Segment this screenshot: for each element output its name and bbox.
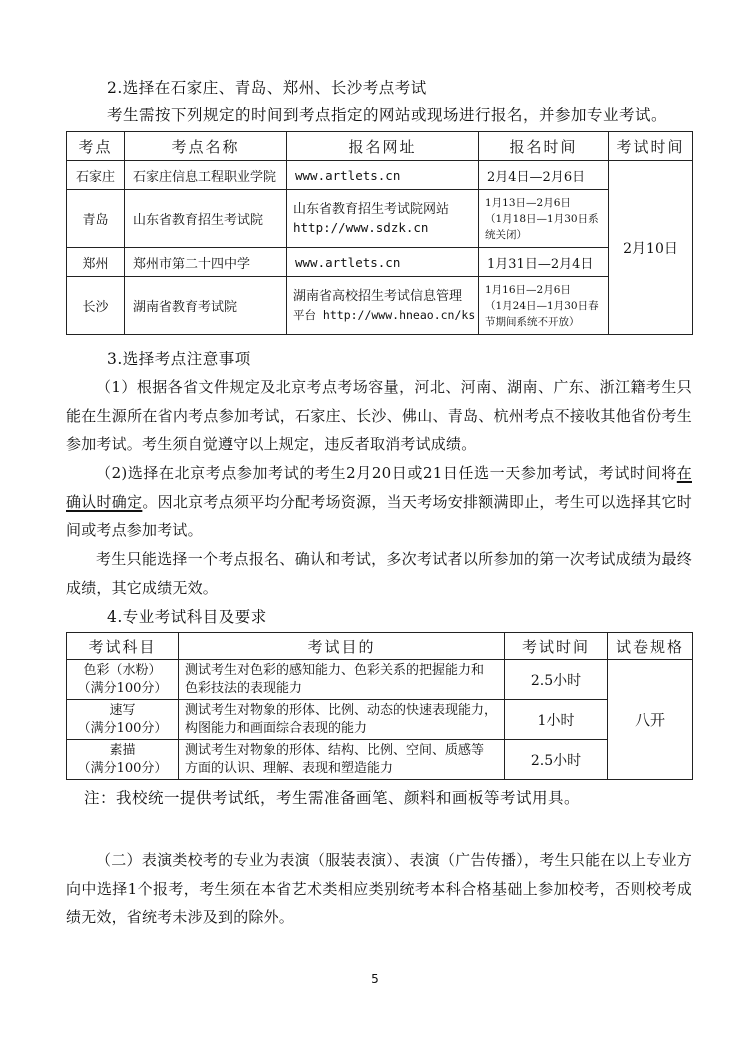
notice-paragraph-1: （1）根据各省文件规定及北京考点考场容量，河北、河南、湖南、广东、浙江籍考生只能在生源所在省内考点参加考试，石家庄、长沙、佛山、青岛、杭州考点不接收其他省份考生参加考试。考生须自觉遵守以上规定，违反者取消考试成绩。 [66,378,692,453]
site-url: 湖南省高校招生考试信息管理 [293,288,463,304]
subject-duration: 2.5小时 [505,740,608,780]
subject-score: （满分100分） [77,720,168,736]
col-header-exam-time: 考试时间 [609,132,693,161]
section-3-heading: 3.选择考点注意事项 [107,350,251,368]
site-url-link: 平台 http://www.hneao.cn/ks [293,307,476,322]
table-row [67,740,693,780]
site-city: 郑州 [67,248,125,277]
paper-size: 八开 [608,660,693,780]
exam-supplies-note: 注：我校统一提供考试纸，考生需准备画笔、颜料和画板等考试用具。 [84,789,581,807]
subject-duration: 1小时 [505,700,608,740]
subject-purpose-cont: 方面的认识、理解、表现和塑造能力 [185,760,394,776]
col-header-signup-time: 报名时间 [479,132,609,161]
col-header-url: 报名网址 [287,132,479,161]
table-row [67,700,693,740]
signup-time: 1月13日—2月6日 [485,196,571,209]
subject-duration: 2.5小时 [505,660,608,700]
notice-p2-b: 。因北京考点须平均分配考场资源，当天考场安排额满即止，考生可以选择其它时间或考点参加考试。 [66,492,692,539]
table-row [67,660,693,700]
site-name: 石家庄信息工程职业学院 [125,161,287,190]
signup-time: 1月31日—2月4日 [479,248,609,277]
exam-subject-table [66,632,693,780]
site-url-link: http://www.sdzk.cn [293,219,429,235]
col-header-subject: 考试科目 [67,633,179,660]
page-number: 5 [371,972,379,986]
subject-score: （满分100分） [77,680,168,696]
subject-purpose: 测试考生对物象的形体、结构、比例、空间、质感等 [185,742,485,758]
section-2-heading: 2.选择在石家庄、青岛、郑州、长沙考点考试 [107,79,427,97]
col-header-site-name: 考点名称 [125,132,287,161]
col-header-paper-size: 试卷规格 [608,633,693,660]
notice-paragraph-2 [66,459,692,545]
subject-purpose: 测试考生对物象的形体、比例、动态的快速表现能力， [185,702,498,718]
subject-score: （满分100分） [77,760,168,776]
table-row [67,248,693,277]
subject-name: 素描 [109,742,136,758]
notice-paragraph-3: 考生只能选择一个考点报名、确认和考试，多次考试者以所参加的第一次考试成绩为最终成绩，其它成绩无效。 [66,550,692,597]
site-url: www.artlets.cn [287,161,479,190]
signup-time: 2月4日—2月6日 [479,161,609,190]
subject-purpose-cont: 色彩技法的表现能力 [185,680,303,696]
table-row [67,161,693,190]
subject-purpose-cont: 构图能力和画面综合表现的能力 [185,720,368,736]
site-name: 郑州市第二十四中学 [125,248,287,277]
col-header-site: 考点 [67,132,125,161]
site-city: 石家庄 [67,161,125,190]
signup-time: 1月16日—2月6日 [485,283,571,296]
notice-p2-a: （2)选择在北京考点参加考试的考生2月20日或21日任选一天参加考试，考试时间将 [96,464,677,482]
site-city: 青岛 [67,190,125,248]
site-name: 湖南省教育考试院 [125,277,287,335]
exam-date: 2月10日 [609,161,693,335]
exam-site-table [66,131,693,335]
col-header-duration: 考试时间 [505,633,608,660]
site-url: 山东省教育招生考试院网站 [293,201,450,217]
table-row [67,277,693,335]
section-4-heading: 4.专业考试科目及要求 [107,608,267,626]
signup-time-note: （1月18日—1月30日系统关闭） [485,212,599,241]
signup-time-note: （1月24日—1月30日春节期间系统不开放） [485,299,599,328]
subject-name: 色彩（水粉） [83,662,162,678]
section-2-intro: 考生需按下列规定的时间到考点指定的网站或现场进行报名，并参加专业考试。 [107,106,668,124]
site-city: 长沙 [67,277,125,335]
notice-p2-underlined: 在确认时确定 [66,464,692,511]
table-row [67,190,693,248]
performance-paragraph: （二）表演类校考的专业为表演（服装表演）、表演（广告传播），考生只能在以上专业方向中选择1个报考，考生须在本省艺术类相应类别统考本科合格基础上参加校考，否则校考成绩无效，省统考未涉及到的除外。 [66,851,692,926]
subject-purpose: 测试考生对色彩的感知能力、色彩关系的把握能力和 [185,662,485,678]
subject-name: 速写 [109,702,136,718]
site-url: www.artlets.cn [287,248,479,277]
site-name: 山东省教育招生考试院 [125,190,287,248]
col-header-purpose: 考试目的 [179,633,505,660]
